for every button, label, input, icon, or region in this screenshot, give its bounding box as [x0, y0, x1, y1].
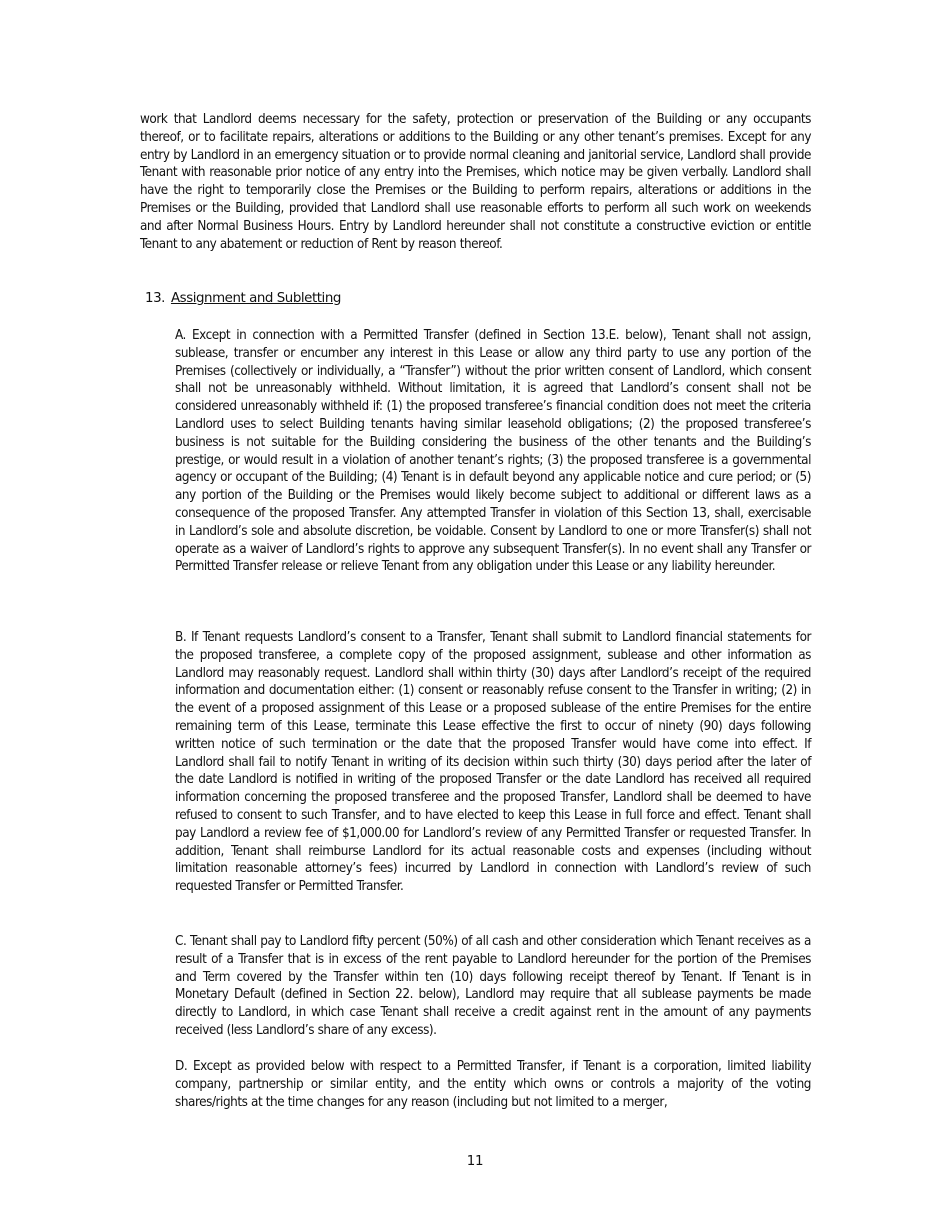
- paragraph-a: A. Except in connection with a Permitted Transfer (defined in Section 13.E. below), Tenant shall not assign, sublease, transfer or encumber any interest in this Lease or allow any third party to use any portion of the Premises (collectively or individually, a “Transfer”) without the prior written consent of Landlord, which consent shall not be unreasonably withheld. Without limitation, it is agreed that Landlord’s consent shall not be considered unreasonably withheld if: (1) the proposed transferee’s financial condition does not meet the criteria Landlord uses to select Building tenants having similar leasehold obligations; (2) the proposed transferee’s business is not suitable for the Building considering the business of the other tenants and the Building’s prestige, or would result in a violation of another tenant’s rights; (3) the proposed transferee is a governmental agency or occupant of the Building; (4) Tenant is in default beyond any applicable notice and cure period; or (5) any portion of the Building or the Premises would likely become subject to additional or different laws as a consequence of the proposed Transfer. Any attempted Transfer in violation of this Section 13, shall, exercisable in Landlord’s sole and absolute discretion, be voidable. Consent by Landlord to one or more Transfer(s) shall not operate as a waiver of Landlord’s rights to approve any subsequent Transfer(s). In no event shall any Transfer or Permitted Transfer release or relieve Tenant from any obligation under this Lease or any liability hereunder.: [175, 328, 811, 575]
- section-number: 13.: [145, 291, 165, 306]
- section-heading: [145, 290, 341, 308]
- page-number: 11: [466, 1154, 484, 1169]
- paragraph-c: C. Tenant shall pay to Landlord fifty percent (50%) of all cash and other consideration which Tenant receives as a result of a Transfer that is in excess of the rent payable to Landlord hereunder for the portion of the Premises and Term covered by the Transfer within ten (10) days following receipt thereof by Tenant. If Tenant is in Monetary Default (defined in Section 22. below), Landlord may require that all sublease payments be made directly to Landlord, in which case Tenant shall receive a credit against rent in the amount of any payments received (less Landlord’s share of any excess).: [175, 934, 811, 1038]
- paragraph-b: B. If Tenant requests Landlord’s consent to a Transfer, Tenant shall submit to Landlord financial statements for the proposed transferee, a complete copy of the proposed assignment, sublease and other information as Landlord may reasonably request. Landlord shall within thirty (30) days after Landlord’s receipt of the required information and documentation either: (1) consent or reasonably refuse consent to the Transfer in writing; (2) in the event of a proposed assignment of this Lease or a proposed sublease of the entire Premises for the entire remaining term of this Lease, terminate this Lease effective the first to occur of ninety (90) days following written notice of such termination or the date that the proposed Transfer would have come into effect. If Landlord shall fail to notify Tenant in writing of its decision within such thirty (30) days period after the later of the date Landlord is notified in writing of the proposed Transfer or the date Landlord has received all required information concerning the proposed transferee and the proposed Transfer, Landlord shall be deemed to have refused to consent to such Transfer, and to have elected to keep this Lease in full force and effect. Tenant shall pay Landlord a review fee of $1,000.00 for Landlord’s review of any Permitted Transfer or requested Transfer. In addition, Tenant shall reimburse Landlord for its actual reasonable costs and expenses (including without limitation reasonable attorney’s fees) incurred by Landlord in connection with Landlord’s review of such requested Transfer or Permitted Transfer.: [175, 630, 811, 895]
- paragraph-d: D. Except as provided below with respect to a Permitted Transfer, if Tenant is a corporation, limited liability company, partnership or similar entity, and the entity which owns or controls a majority of the voting shares/rights at the time changes for any reason (including but not limited to a merger,: [175, 1059, 811, 1110]
- section-title: Assignment and Subletting: [170, 291, 341, 306]
- intro-paragraph: work that Landlord deems necessary for the safety, protection or preservation of the Building or any occupants thereof, or to facilitate repairs, alterations or additions to the Building or any other tenant’s premises. Except for any entry by Landlord in an emergency situation or to provide normal cleaning and janitorial service, Landlord shall provide Tenant with reasonable prior notice of any entry into the Premises, which notice may be given verbally. Landlord shall have the right to temporarily close the Premises or the Building to perform repairs, alterations or additions in the Premises or the Building, provided that Landlord shall use reasonable efforts to perform all such work on weekends and after Normal Business Hours. Entry by Landlord hereunder shall not constitute a constructive eviction or entitle Tenant to any abatement or reduction of Rent by reason thereof.: [140, 112, 811, 252]
